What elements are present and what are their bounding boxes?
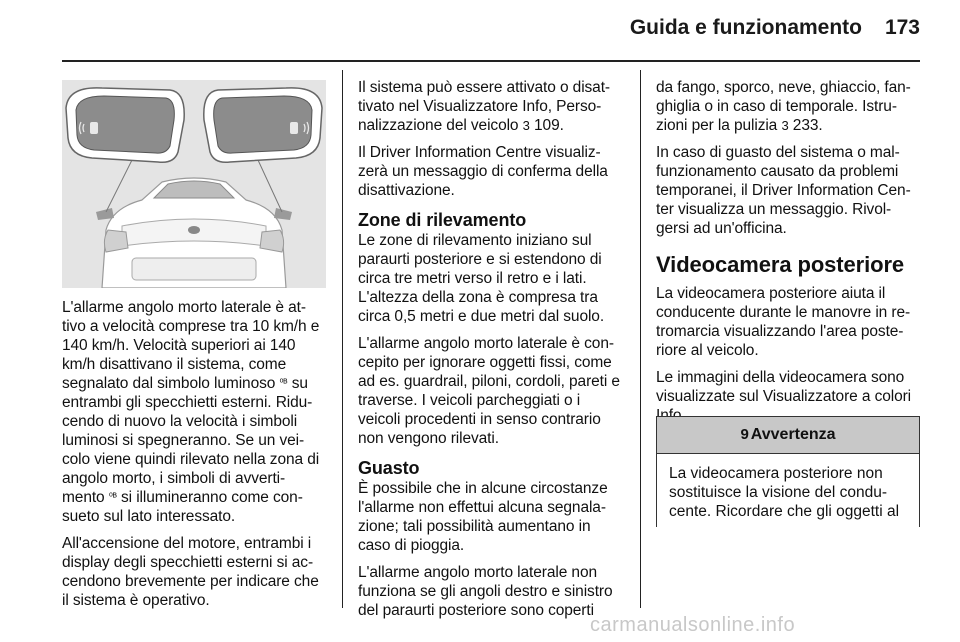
section-heading-large: Videocamera posteriore	[656, 252, 905, 277]
paragraph	[358, 78, 624, 135]
paragraph: È possibile che in alcune circostanze l'allarme non effettui alcuna segnala-zione; tali possibilità aumentano in caso di pioggia.	[358, 480, 608, 554]
paragraph: Il Driver Information Centre visualiz-zerà un messaggio di conferma della disattivazione.	[358, 144, 608, 199]
text: L'allarme angolo morto laterale è at-tivo a velocità comprese tra 10 km/h e 140 km/h. Velocità superiori ai 140 km/h disattivano il sistema, come segnalato dal simbolo luminoso	[62, 299, 320, 392]
paragraph	[62, 298, 326, 526]
page-header-title: Guida e funzionamento	[629, 16, 862, 39]
text: su entrambi gli specchietti esterni. Ridu-cendo di nuovo la velocità i simboli luminosi si spegneranno. Se un vei-colo viene quindi rilevato nella zona di angolo morto, i simboli di avverti-mento	[62, 375, 320, 506]
section-heading: Zone di rilevamento	[358, 210, 527, 230]
text: si illumineranno come con-sueto sul lato interessato.	[62, 489, 303, 525]
blind-spot-icon: ⁰ᴮ	[279, 378, 288, 389]
paragraph: La videocamera posteriore aiuta il conducente durante le manovre in re-tromarcia visualizzando l'area poste-riore al veicolo.	[656, 285, 911, 359]
paragraph: In caso di guasto del sistema o mal-funzionamento causato da problemi temporanei, il Driver Information Cen-ter visualizza un messaggio. Rivol-gersi ad un'officina.	[656, 144, 911, 237]
column-3	[656, 78, 922, 433]
warning-header	[657, 417, 919, 454]
column-divider-2	[640, 70, 641, 608]
column-divider-1	[342, 70, 343, 608]
blind-spot-icon: ⁰ᴮ	[108, 492, 117, 503]
car-mirrors-illustration	[62, 80, 326, 288]
page-number: 173	[884, 16, 920, 39]
paragraph: Le immagini della videocamera sono visualizzate sul Visualizzatore a colori	[656, 369, 912, 405]
warning-title: Avvertenza	[750, 426, 836, 443]
section-heading: Guasto	[358, 458, 420, 478]
header-rule	[62, 60, 920, 62]
blind-spot-figure	[62, 80, 326, 288]
text: Il sistema può essere attivato o disat-tivato nel Visualizzatore Info, Perso-nalizzazione del veicolo	[358, 79, 610, 134]
watermark: carmanualsonline.info	[590, 614, 796, 636]
warning-icon: 9	[740, 426, 749, 443]
page-reference-icon: 3	[781, 118, 789, 133]
paragraph: L'allarme angolo morto laterale è con-cepito per ignorare oggetti fissi, come ad es. guardrail, piloni, cordoli, pareti e traverse. I veicoli parcheggiati o i veicoli procedenti in senso contrario non vengono rilevati.	[358, 335, 620, 447]
text: da fango, sporco, neve, ghiaccio, fan-ghiglia o in caso di temporale. Istru-zioni per la pulizia	[656, 79, 911, 134]
paragraph: L'allarme angolo morto laterale non funziona se gli angoli destro e sinistro del paraurti posteriore sono coperti	[358, 564, 613, 619]
page-reference-link[interactable]: 233.	[792, 117, 823, 134]
warning-body: La videocamera posteriore non sostituisce la visione del condu-cente. Ricordare che gli oggetti al	[669, 465, 900, 520]
paragraph: Le zone di rilevamento iniziano sul paraurti posteriore e si estendono di circa tre metri verso il retro e i lati. L'altezza della zona è compresa tra circa 0,5 metri e due metri dal suolo.	[358, 232, 605, 325]
page-reference-icon: 3	[522, 118, 530, 133]
paragraph	[656, 78, 922, 135]
page-reference-link[interactable]: 109.	[534, 117, 564, 134]
column-2	[358, 78, 624, 628]
warning-box	[656, 416, 920, 527]
paragraph: All'accensione del motore, entrambi i display degli specchietti esterni si ac-cendono brevemente per indicare che il sistema è operativo.	[62, 535, 319, 609]
column-1	[62, 298, 326, 618]
